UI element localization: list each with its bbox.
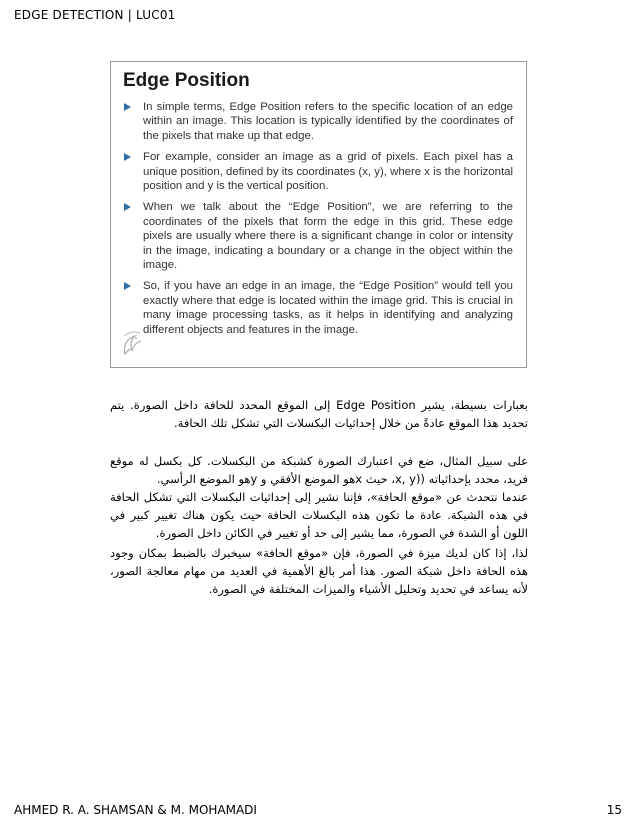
arabic-paragraph-2 [110,452,528,542]
arabic-paragraph-3 [110,544,528,598]
arabic-text: لذا، إذا كان لديك ميزة في الصورة، فإن «موقع الحافة» سيخبرك بالضبط بمكان وجود هذه الحافة داخل شبكة الصور. هذا أمر بالغ الأهمية في العديد من مهام معالجة الصور، لأنه يساعد في تحديد وتحليل الأشياء والميزات المختلفة في الصورة. [110,546,528,596]
bullet-arrow-icon [124,103,131,111]
slide-bullet-text: In simple terms, Edge Position refers to the specific location of an edge within an image. This location is typically identified by the coordinates of the pixels that make up that edge. [143,101,513,142]
arabic-paragraph-1 [110,396,528,432]
page-header: EDGE DETECTION | LUC01 [14,8,176,22]
bullet-arrow-icon [124,282,131,290]
bird-logo-icon [121,328,143,356]
arabic-text: على سبيل المثال، ضع في اعتبارك الصورة كشبكة من البكسلات. كل بكسل له موقع فريد، محدد بإحداثياته ((x, y، حيث xهو الموضع الأفقي و yهو الموضع الرأسي. [110,454,528,486]
arabic-text: عندما نتحدث عن «موقع الحافة»، فإننا نشير إلى إحداثيات البكسلات التي تشكل الحافة في هذه الشبكة. عادة ما تكون هذه البكسلات الحافة حيث يكون هناك تغيير كبير في اللون أو الشدة في الصورة، مما يشير إلى حد أو تغيير في الكائن داخل الصورة. [110,490,528,540]
bullet-arrow-icon [124,203,131,211]
slide-bullet-text: So, if you have an edge in an image, the “Edge Position” would tell you exactly where that edge is located within the image grid. This is crucial in many image processing tasks, as it helps in identifying and analyzing different objects and features in the image. [143,280,513,336]
slide-bullet-text: For example, consider an image as a grid of pixels. Each pixel has a unique position, defined by its coordinates (x, y), where x is the horizontal position and y is the vertical position. [143,151,513,193]
slide-bullet [123,150,513,193]
bullet-arrow-icon [124,153,131,161]
slide-title: Edge Position [123,70,250,91]
arabic-text: بعبارات بسيطة، يشير Edge Position إلى الموقع المحدد للحافة داخل الصورة. يتم تحديد هذا الموقع عادةً من خلال إحداثيات البكسلات التي تشكل تلك الحافة. [110,398,529,430]
slide-bullet-list [123,100,513,344]
slide-bullet [123,100,513,143]
slide-bullet [123,279,513,337]
page-number: 15 [606,803,622,817]
footer-authors: AHMED R. A. SHAMSAN & M. MOHAMADI [14,803,257,817]
slide-bullet [123,200,513,272]
slide-frame [110,61,527,368]
slide-bullet-text: When we talk about the “Edge Position”, we are referring to the coordinates of the pixels that form the edge in this grid. These edge pixels are usually where there is a significant change in color or intensity in the image, indicating a boundary or a change in the object within the image. [143,201,513,272]
